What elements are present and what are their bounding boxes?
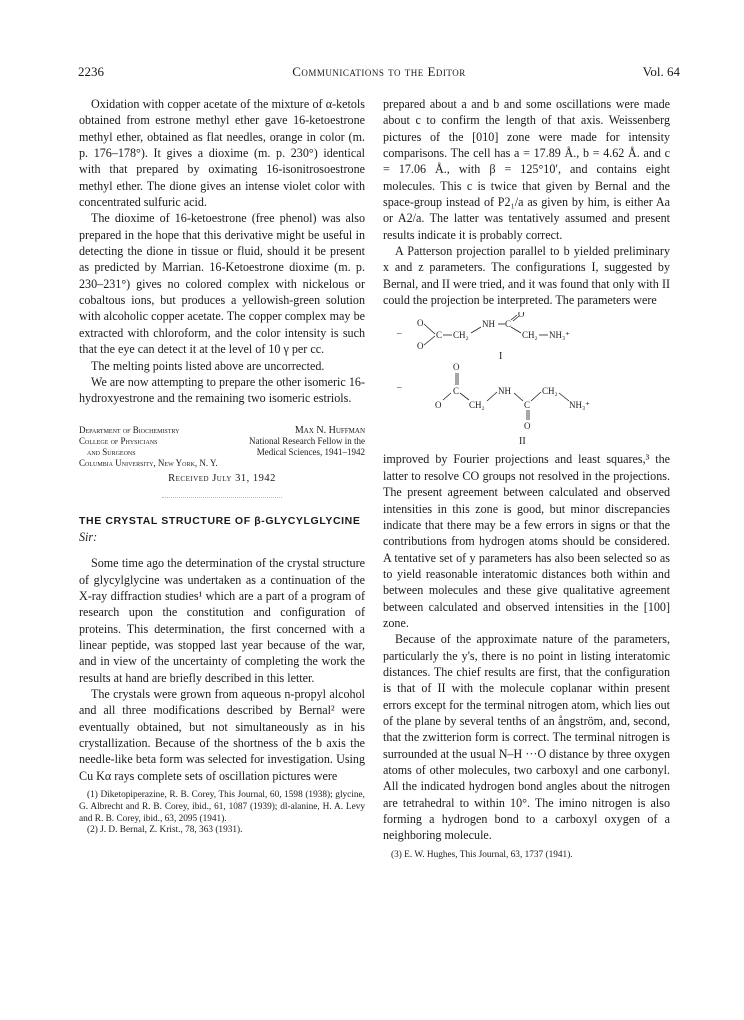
structure-label: II [519, 436, 526, 448]
paragraph: Because of the approximate nature of the parameters, particularly the y's, there is no point in listing interatomic distances. The chief results are first, that the configuration is that of II with the molecule coplanar within present errors except for the terminal nitrogen atom, which lies out of the plane by several tenths of an ångström, and, second, that the zwitterion form is correct. The terminal nitrogen is surrounded at the usual N–H ···O distance by three oxygen atoms of other molecules, two carboxyl and one carbonyl. All the indicated hydrogen bond angles about the nitrogen are tetrahedral to within 10°. The imino nitrogen is also forming a hydrogen bond to a carboxyl oxygen of a neighboring molecule. [383, 632, 670, 843]
page-header [78, 64, 680, 84]
structure-label: I [499, 351, 503, 363]
author-name: Max N. Huffman [294, 424, 365, 436]
structure-bond [514, 393, 523, 401]
structure-atom: CH₂ [522, 330, 538, 341]
paragraph: The dioxime of 16-ketoestrone (free phenol) was also prepared in the hope that this derivative might be useful in detecting the dione in tissue or fluid, should it be present as predicted by Marrian. 16-Ketoestrone dioxime (m. p. 230–231°) gives no colored complex with nickelous or cobaltous ions, but produces a yellowish-green solution with alcoholic copper acetate. The copper complex may be extracted with chloroform, and the color intensity is such that the eye can detect it at the level of 10 γ per cc. [79, 211, 365, 357]
structure-atom: O [518, 312, 525, 320]
structure-atom: C [453, 386, 460, 397]
structure-bond [460, 393, 469, 400]
structure-atom: NH₃⁺ [569, 400, 590, 411]
salutation: Sir: [79, 529, 98, 544]
structure-atom: O [524, 421, 531, 432]
affiliation-line: Department of Biochemistry [79, 424, 180, 435]
structure-bond [424, 336, 435, 345]
chemical-structures [383, 312, 670, 447]
structure-bond [471, 327, 481, 333]
structure-atom: NH [482, 319, 495, 330]
structure-bond [511, 315, 517, 320]
footnotes [79, 790, 365, 837]
paragraph: Some time ago the determination of the crystal structure of glycylglycine was undertaken as a continuation of the X-ray diffraction studies¹ which are a part of a program of research upon the constitution and configuration of proteins. This determination, the first concerned with a linear peptide, was stopped last year because of the war, and in view of the uncertainty of completing the work the results at hand are briefly described in this letter. [79, 556, 365, 685]
paragraph: A Patterson projection parallel to b yielded preliminary x and z parameters. The configurations I, suggested by Bernal, and II were tried, and it was found that only with II could the projection be interpreted. The parameters were [383, 244, 670, 308]
article-title: THE CRYSTAL STRUCTURE OF β-GLYCYLGLYCINE [79, 514, 361, 527]
structure-atom: NH₃⁺ [549, 330, 570, 341]
running-title: Communications to the Editor [292, 64, 466, 79]
structure-bond [511, 327, 521, 333]
footnote: (3) E. W. Hughes, This Journal, 63, 1737 (1941). [391, 849, 573, 860]
structure-atom: C [505, 319, 512, 330]
structure-minus-sign: – [397, 382, 402, 393]
structure-atom: O [435, 400, 442, 411]
volume-label: Vol. 64 [642, 64, 680, 79]
structure-bond [424, 324, 435, 334]
paragraph: We are now attempting to prepare the other isomeric 16-hydroxyestrone and the remaining two isomeric estriols. [79, 374, 365, 406]
structure-bond [443, 393, 451, 400]
affiliation-line: National Research Fellow in the [249, 435, 365, 446]
author-affiliation [79, 424, 365, 484]
structure-atom: O [453, 362, 460, 373]
structure-bond [531, 392, 541, 401]
separator [162, 497, 282, 499]
right-column [383, 96, 670, 862]
structure-atom: CH₂ [542, 386, 558, 397]
affiliation-line: College of Physicians [79, 435, 158, 446]
structure-atom: O [417, 341, 424, 352]
paragraph: improved by Fourier projections and least squares,³ the latter to resolve CO groups not resolved in the projections. The present agreement between calculated and observed intensities in this zone is good, but minor discrepancies indicate that there may be a few errors in signs or that the contributions from hydrogen atoms should be considered. A tentative set of y parameters has also been selected so as to yield reasonable interatomic distances both within and between molecules and these give qualitative agreement between calculated and observed intensities in the [100] zone. [383, 452, 670, 630]
structure-diagram [383, 312, 670, 447]
affiliation-line: and Surgeons [87, 446, 136, 457]
structure-atom: CH₂ [469, 400, 485, 411]
footnote: (2) J. D. Bernal, Z. Krist., 78, 363 (1931). [87, 825, 243, 836]
received-date: Received July 31, 1942 [168, 472, 276, 484]
paragraph: prepared about a and b and some oscillations were made about c to confirm the length of that axis. Weissenberg pictures of the [010] zone were made for intensity comparisons. The cell has a = 17.89 Å., b = 4.62 Å. and c = 17.06 Å., with β = 125°10′, and contains eight molecules. This c is twice that given by Bernal and the space-group instead of P2₁/a as given by him, is either Aa or A2/a. The latter was tentatively assumed and present results indicate it is probably correct. [383, 97, 670, 242]
structure-atom: NH [498, 386, 511, 397]
left-column [79, 96, 365, 837]
page-number: 2236 [78, 64, 104, 79]
affiliation-line: Columbia University, New York, N. Y. [79, 457, 218, 468]
structure-atom: CH₂ [453, 330, 469, 341]
paragraph: The crystals were grown from aqueous n-propyl alcohol and all three modifications described by Bernal² were eventually obtained, but not simultaneously as in his crystallization. Because of the shortness of the b axis the needle-like beta form was selected for investigation. Using Cu Kα rays complete sets of oscillation pictures were [79, 686, 365, 783]
affiliation-line: Medical Sciences, 1941–1942 [256, 446, 365, 457]
footnote: (1) Diketopiperazine, R. B. Corey, This Journal, 60, 1598 (1938); glycine, G. Albrecht and R. B. Corey, ibid., 61, 1087 (1939); dl-alanine, H. A. Levy and R. B. Corey, ibid., 63, 2095 (1941). [79, 790, 365, 824]
footnotes [383, 850, 670, 862]
structure-bond [559, 393, 569, 401]
structure-atom: C [436, 330, 443, 341]
structure-atom: O [417, 318, 424, 329]
structure-minus-sign: – [397, 328, 402, 339]
paragraph: Oxidation with copper acetate of the mixture of α-ketols obtained from estrone methyl ether gave 16-ketoestrone methyl ether, obtained as flat needles, orange in color (m. p. 176–178°). It gives a dioxime (m. p. 230°) identical with that prepared by oximating 16-isonitrosoestrone methyl ether. The dione gives an intense violet color with concentrated sulfuric acid. [79, 97, 365, 210]
paragraph: The melting points listed above are uncorrected. [91, 358, 325, 373]
structure-bond [487, 392, 497, 401]
structure-atom: C [524, 400, 531, 411]
